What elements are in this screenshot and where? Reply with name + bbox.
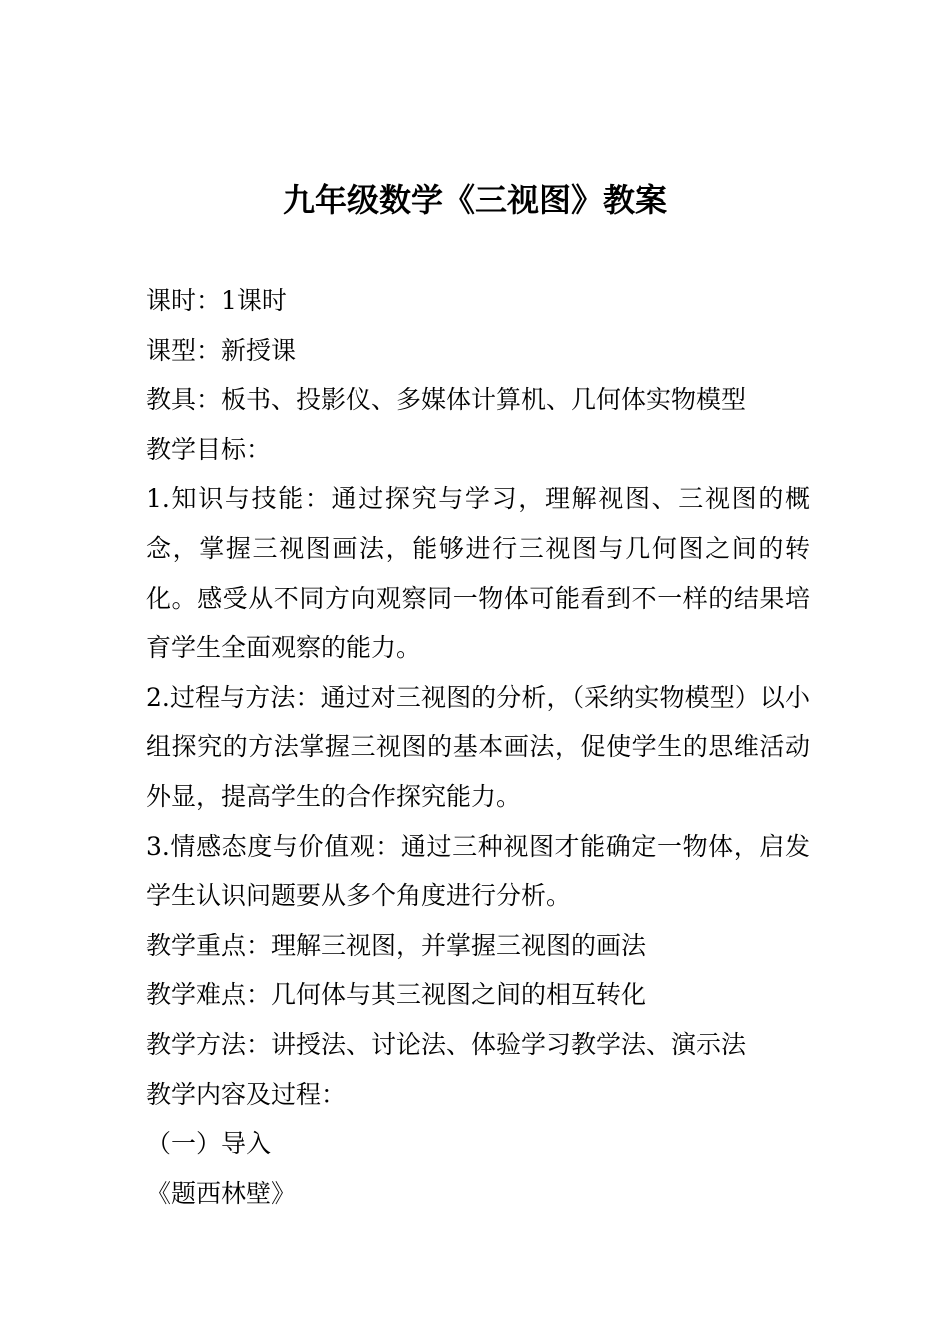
teaching-methods: 教学方法：讲授法、讨论法、体验学习教学法、演示法: [146, 1029, 747, 1059]
teaching-difficulties: 教学难点：几何体与其三视图之间的相互转化: [146, 980, 647, 1010]
objective-knowledge-skills: 1.知识与技能：通过探究与学习，理解视图、三视图的概念，掌握三视图画法，能够进行三视图与几何图之间的转化。感受从不同方向观察同一物体可能看到不一样的结果培育学生全面观察的能力。: [146, 484, 810, 663]
lesson-hours: 课时：1课时: [146, 286, 287, 315]
poem-title: 《题西林壁》: [146, 1178, 297, 1208]
teaching-aids: 教具：板书、投影仪、多媒体计算机、几何体实物模型: [146, 385, 747, 415]
teaching-key-points: 教学重点：理解三视图，并掌握三视图的画法: [146, 930, 647, 960]
section-introduction: （一）导入: [146, 1129, 272, 1159]
objective-attitude-values: 3.情感态度与价值观：通过三种视图才能确定一物体，启发学生认识问题要从多个角度进行分析。: [146, 831, 810, 911]
lesson-type: 课型：新授课: [146, 335, 297, 365]
teaching-objectives-heading: 教学目标：: [146, 434, 272, 464]
objective-process-method: 2.过程与方法：通过对三视图的分析，（采纳实物模型）以小组探究的方法掌握三视图的基本画法，促使学生的思维活动外显，提高学生的合作探究能力。: [146, 682, 810, 811]
document-title: 九年级数学《三视图》教案: [282, 181, 667, 219]
document-body: [146, 276, 810, 1218]
teaching-content-heading: 教学内容及过程：: [146, 1079, 347, 1109]
